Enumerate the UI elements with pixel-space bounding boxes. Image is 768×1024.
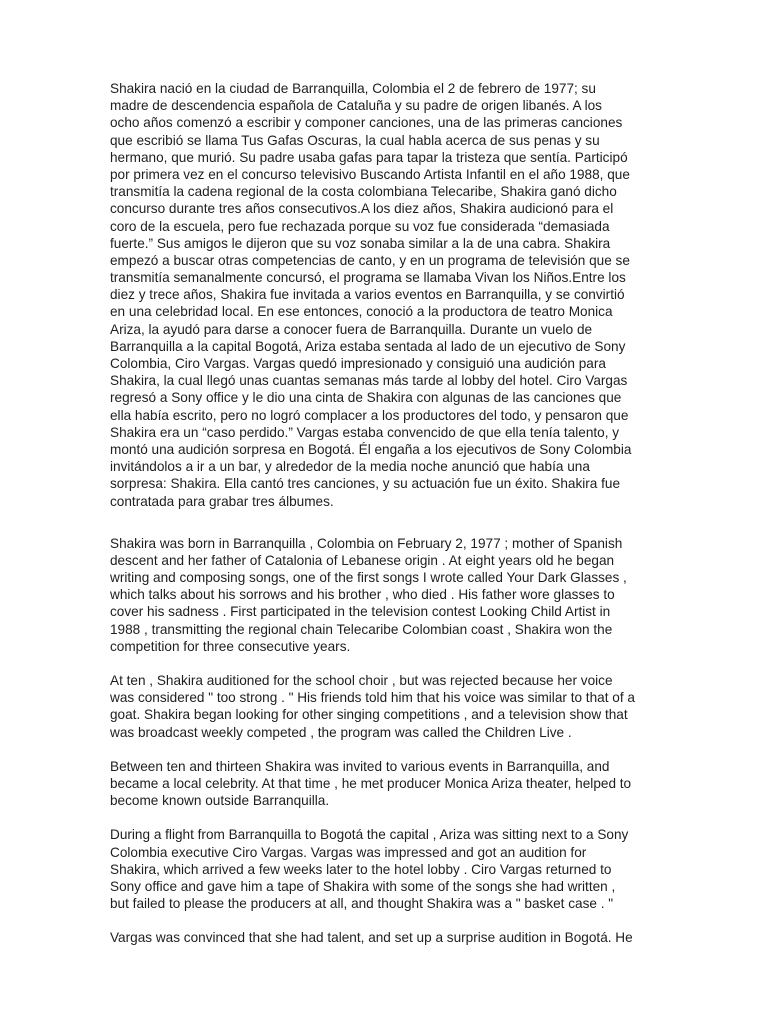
paragraph-spanish (110, 80, 670, 510)
text-line: empezó a buscar otras competencias de canto, y en un programa de televisión que se (110, 252, 630, 268)
text-line: writing and composing songs, one of the first songs I wrote called Your Dark Glasses , (110, 570, 627, 586)
text-line: Sony office and gave him a tape of Shakira with some of the songs she had written , (110, 878, 616, 894)
text-line: which talks about his sorrows and his brother , who died . His father wore glasses to (110, 587, 615, 603)
text-line: Shakira was born in Barranquilla , Colombia on February 2, 1977 ; mother of Spanish (110, 535, 623, 551)
text-line: goat. Shakira began looking for other singing competitions , and a television show that (110, 707, 628, 723)
document-page (110, 80, 670, 946)
text-line: concurso durante tres años consecutivos.A los diez años, Shakira audicionó para el (110, 201, 614, 217)
text-line: en una celebridad local. En ese entonces, conoció a la productora de teatro Monica (110, 304, 613, 320)
text-line: fuerte.” Sus amigos le dijeron que su voz sonaba similar a la de una cabra. Shakira (110, 235, 611, 251)
text-line: Between ten and thirteen Shakira was invited to various events in Barranquilla, and (110, 758, 610, 774)
text-line: que escribió se llama Tus Gafas Oscuras, la cual habla acerca de sus penas y su (110, 132, 600, 148)
text-line: contratada para grabar tres álbumes. (110, 493, 334, 509)
text-line: sorpresa: Shakira. Ella cantó tres canciones, y su actuación fue un éxito. Shakira fue (110, 476, 621, 492)
text-line: cover his sadness . First participated in the television contest Looking Child Artist in (110, 604, 611, 620)
paragraph-english-5 (110, 929, 670, 946)
text-line: diez y trece años, Shakira fue invitada a varios eventos en Barranquilla, y se convirtió (110, 287, 625, 303)
text-line: Ariza, la ayudó para darse a conocer fuera de Barranquilla. Durante un vuelo de (110, 321, 593, 337)
text-line: During a flight from Barranquilla to Bogotá the capital , Ariza was sitting next to a Sony (110, 827, 629, 843)
text-line: Colombia, Ciro Vargas. Vargas quedó impresionado y consiguió una audición para (110, 356, 606, 371)
text-line: At ten , Shakira auditioned for the school choir , but was rejected because her voice (110, 673, 613, 688)
paragraph-english-4 (110, 826, 670, 912)
text-line: Shakira, la cual llegó unas cuantas semanas más tarde al lobby del hotel. Ciro Vargas (110, 373, 628, 389)
text-line: por primera vez en el concurso televisivo Buscando Artista Infantil en el año 1988, que (110, 166, 630, 182)
text-line: Shakira nació en la ciudad de Barranquilla, Colombia el 2 de febrero de 1977; su (110, 81, 596, 96)
text-line: madre de descendencia española de Cataluña y su padre de origen libanés. A los (110, 98, 602, 114)
text-line: coro de la escuela, pero fue rechazada porque su voz fue considerada “demasiada (110, 218, 610, 234)
text-line: 1988 , transmitting the regional chain Telecaribe Colombian coast , Shakira won the (110, 621, 613, 637)
text-line: hermano, que murió. Su padre usaba gafas para tapar la tristeza que sentía. Participó (110, 149, 628, 165)
text-line: Barranquilla a la capital Bogotá, Ariza estaba sentada al lado de un ejecutivo de Sony (110, 338, 626, 354)
paragraph-english-2 (110, 672, 670, 741)
text-line: transmitía semanalmente concursó, el programa se llamaba Vivan los Niños.Entre los (110, 270, 626, 286)
paragraph-english-1 (110, 535, 670, 655)
text-line: was broadcast weekly competed , the program was called the Children Live . (110, 724, 572, 740)
paragraph-spacer (110, 912, 670, 929)
text-line: became a local celebrity. At that time , he met producer Monica Ariza theater, helped to (110, 775, 632, 791)
text-line: competition for three consecutive years. (110, 638, 351, 654)
text-line: descent and her father of Catalonia of Lebanese origin . At eight years old he began (110, 552, 615, 568)
text-line: Shakira, which arrived a few weeks later to the hotel lobby . Ciro Vargas returned to (110, 861, 612, 877)
text-line: ocho años comenzó a escribir y componer canciones, una de las primeras canciones (110, 115, 623, 131)
text-line: Vargas was convinced that she had talent, and set up a surprise audition in Bogotá. He (110, 930, 633, 946)
text-line: Colombia executive Ciro Vargas. Vargas was impressed and got an audition for (110, 844, 587, 860)
text-line: but failed to please the producers at all, and thought Shakira was a " basket case . " (110, 896, 614, 912)
text-line: was considered " too strong . " His friends told him that his voice was similar to that of a (110, 690, 635, 706)
paragraph-spacer (110, 510, 670, 535)
text-line: Shakira era un “caso perdido.” Vargas estaba convencido de que ella tenía talento, y (110, 424, 620, 440)
text-line: regresó a Sony office y le dio una cinta de Shakira con algunas de las canciones que (110, 390, 622, 406)
paragraph-spacer (110, 741, 670, 758)
paragraph-spacer (110, 655, 670, 672)
text-line: montó una audición sorpresa en Bogotá. Él engaña a los ejecutivos de Sony Colombia (110, 441, 632, 457)
text-line: ella había escrito, pero no logró complacer a los productores del todo, y pensaron que (110, 407, 629, 423)
paragraph-spacer (110, 809, 670, 826)
paragraph-english-3 (110, 758, 670, 810)
text-line: become known outside Barranquilla. (110, 793, 330, 809)
text-line: invitándolos a ir a un bar, y alrededor de la media noche anunció que había una (110, 459, 590, 475)
text-line: transmitía la cadena regional de la costa colombiana Telecaribe, Shakira ganó dicho (110, 184, 617, 200)
